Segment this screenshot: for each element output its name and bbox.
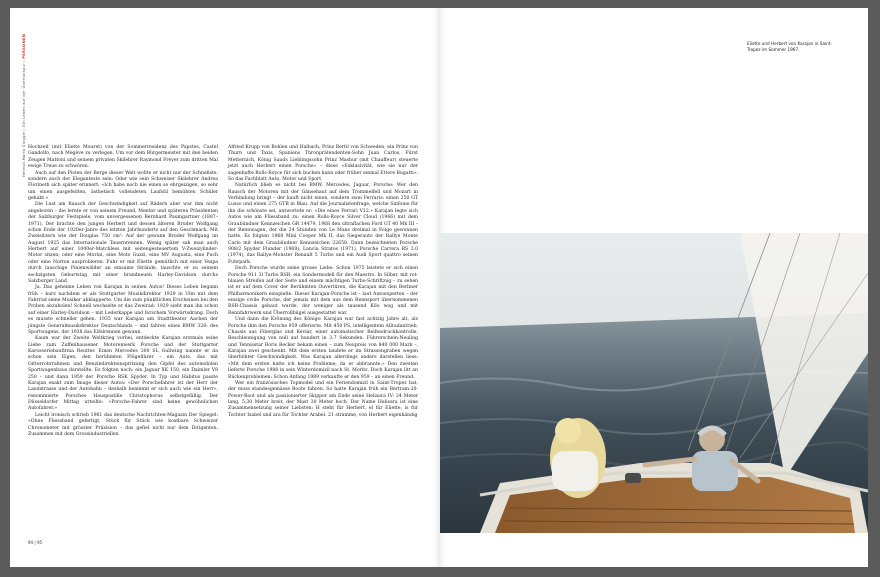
photo-winch: [625, 473, 641, 483]
running-head-section: PERSONEN: [21, 34, 26, 59]
photo-woman-head: [555, 418, 581, 444]
left-page: [10, 8, 440, 567]
paragraph: Ja. Das geheime Leben von Karajan in seinen Autos! Dieses Leben begann früh – kurz nachdem er als Stuttgarter Musikdirektor 1929 in Ulm mit dem Fahrrad seine Musiker abklapperte. Um die zum pünktlichen Erscheinen bei den Proben abzuholen! Schnell wechselte er das Zweirad: 1929 sieht man ihn schon auf einer Harley-Davidson – mit Lederkappe und forschem Vorwärtsdrang. Doch es musste schneller gehen. 1935 war Karajan am Stadttheater Aachen der jüngste Generalmusikdirektor Deutschlands – und fahren eines BMW 328: des Sportwagens, der 1938 das Eifelrennen gewann.: [28, 285, 218, 335]
text-column-2: [228, 145, 418, 419]
paragraph: Wer ein französisches Topmodel und ein Feriendomizil in Saint-Tropez hat, der muss standesgemässe Boote fahren. So hatte Karajan früh ein Bertram-20-Power-Boot und als passionierter Skipper am Ende seine Helisara IV: 24 Meter lang, 5,30 Meter breit, der Mast 30 Meter hoch. Der Name Helisara ist eine Zusammensetzung seiner Liebsten: H steht für Herbert, el für Eliette, is für Tochter Isabel und ara für Tochter Arabel. 21 stramme, von Herbert eigenhändig: [228, 380, 418, 418]
text-column-1: [28, 145, 218, 438]
photo-man-body: [692, 451, 738, 491]
paragraph: Und dann die Krönung des Königs: Karajan war fast achtzig Jahre alt, als Porsche ihm den Porsche 959 offerierte. Mit 450 PS, intelligentem Allradantrieb, Chassis aus Fiberglas und Kevlar, einer automatischer Reifendruckkontrolle, Beschleunigung von null auf hundert in 3,7 Sekunden. Führerschein-Neuling und Tennisstar Boris Becker bekam einen – zum Neupreis von 840 000 Mark –, Karajan zwei geschenkt. Mit dem ersten landete er im Strassengraben wegen überhöhter Geschwindigkeit. Was Karajan allerdings anders darstellen liess: «Mit dem ersten hatte ich keine Probleme, da er abbrannte.» Den zweiten lieferte Porsche 1988 in sein Winterdomizil nach St. Moritz. Doch Karajan litt an Rückenproblemen: Schon Anfang 1989 verkaufte er den 959 – an einen Freund.: [228, 317, 418, 380]
photo-woman-body: [552, 451, 598, 491]
paragraph: Leicht ironisch schrieb 1961 das deutsche Nachrichten-Magazin Der Spiegel: «Ohne Fliessband gefertigt, Stück für Stück wie kostbare Schweizer Chronometer mit grösster Präzision – das gefiel nicht nur dem Dirigenten. Zusammen mit dem Grossindustriellen: [28, 412, 218, 437]
running-head-separator: /: [21, 128, 26, 130]
running-head: [21, 34, 26, 177]
photo-caption: Eliette und Herbert von Karajan in Saint-Tropez im Sommer 1967.: [747, 41, 833, 52]
paragraph: Alfried Krupp von Bohlen und Halbach, Prinz Bertil von Schweden, ein Prinz von Thurn und Taxis, Spaniens Thronprätendenten-Sohn Juan Carlos, Fürst Metternich, König Sauds Lieblingssohn Prinz Mashur (mit Chauffeur) steuerte jetzt auch Herbert einen Porsche» – diese «Exklusivität, wie sie nur der sagenhafte Rolls-Royce für sich buchen kann oder früher einmal Ettore Bugatti». So das Fachblatt Auto, Motor und Sport.: [228, 145, 418, 182]
running-head-author: Helmut-Maria Glogger: [21, 131, 26, 178]
paragraph: Kaum war der Zweite Weltkrieg vorbei, entdeckte Karajan erstmals seine Liebe zum Zuffenhausener Motorenwerk Porsche und der Stuttgarter Karosseriebaufirma Reutter. Einen Mercedes 300 SL Gullwing nannte er da schon sein Eigen, den berühmten Flügeltürer – ein Auto, das mit Gitterrohrrahmen und Benzindirekteinspritzung den Gipfel des automobilen Sportwagenbaus darstellte. Es folgten noch: ein Jaguar XK 150, ein Daimler V8 250 – und dann 1959 der Porsche RSK Spyder. In Typ und Habitus passte Karajan exakt zum Image dieser Autos: «Der Porschefahrer ist der Herr der Landstrasse und der Autobahn – deshalb benimmt er sich auch wie ein Herr», renommierte Porsches Hauspostille Christophorus selbstgefällig. Der Düsseldorfer Mittag urteilte: «Porsche-Fahrer sind keine gewöhnlichen Autofahrer.»: [28, 336, 218, 412]
paragraph: Natürlich blieb es nicht bei BMW, Mercedes, Jaguar, Porsche: Wer den Rausch der Motoren mit der Gänsehaut auf dem Trommelfell und Mozart in Verbindung bringt – der kauft nicht einen, sondern zwei Ferraris: einen 250 GT Lusso und einen 275 GTB in Blau. Auf die Journalistenfrage, welche Sinfonie für ihn die schönste sei, antwortete er: «Die eines Ferrari V12.» Karajan legte sich Autos wie am Fliessband zu: einen Rolls-Royce Silver Cloud (1966) mit dem Graubündner Kennzeichen GR 14479, 1968 den ultraflachen Ford GT 40 Mk III – der Rennwagen, der die 24 Stunden von Le Mans dreimal in Folge gewonnen hatte. Es folgten 1968 Mini Cooper Mk II, das Siegerauto der Rallye Monte Carlo mit dem Graubündner Kennzeichen 22658. Dann bezeichneten Porsche 908/2 Spyder Flunder (1969), Lancia Stratos (1971), Porsche Carrera RS 3.0 (1974), das Rallye-Monster Renault 5 Turbo und ein Audi Sport quattro seinen Fuhrpark.: [228, 183, 418, 265]
running-head-title: Ein Leben auf der Überholspur: [21, 63, 26, 127]
paragraph: Die Lust am Rausch der Geschwindigkeit auf Rädern aber war ihm nicht angeboren – die lernte er von seinem Freund, Mentor und späteren Präsidenten der Salzburger Festspiele, vom unvergessenen Bernhard Paumgartner (1887–1971). Der brachte den jungen Herbert und dessen älteren Bruder Wolfgang schon Ende der 1920er-Jahre des letzten Jahrhunderts auf den Geschmack. Mit Zweisitzern wie der Douglas 750 cm³. Auf der gewann Bruder Wolfgang im August 1925 das Internationale Tauernrennen. Wenig später sah man auch Herbert auf einer 1000er-Matchless mit seitengesteuertem V-Zweizylinder-Motor sitzen; oder eine Morini, eine Moto Guzzi, eine MV Augusta, eine Puch oder eine Norton ausprobieren. Fuhr er mit Eliette gemütlich mit einer Vespa durch lauschige Pinienwälder an einsame Strände, tauschte er zu seinem sechzigsten Geburtstag mit einer brandneuen Harley-Davidson durchs Salzburger Land.: [28, 202, 218, 284]
page-numbers: 94 | 95: [28, 540, 43, 545]
paragraph: Auch auf den Pisten der Berge dieser Welt wollte er nicht nur der Schnellste, sondern auch der Eleganteste sein: Oder wie sein Schweizer Skilehrer Andrea Florineth sich später erinnert: «Ich habe noch nie einen so ehrgeizigen, so sehr um einen ausgefeilten, ästhetisch vollendeten Laufstil bemühten Schüler gehabt.»: [28, 170, 218, 201]
paragraph: Doch Porsche wurde seine grosse Liebe: Schon 1975 leistete er sich einen Porsche 911 3l Turbo RSR, ein Sondermodell für den Maestro. In Silber, mit rot-blauen Streifen auf der Seite und einem mächtigen Turbo-Schriftzug – zu sehen ist er auf dem Cover der Berühmten Ouvertüren, die Karajan mit den Berliner Philharmonikern einspielte. Dieser Karajan-Porsche ist – laut Autoexperten – der einzige civile Porsche, der jemals mit dem aus dem Rennsport übernommenen RSR-Chassis gebaut wurde, der weniger als tausend Kilo wog und mit Rennfahrwerk und Überrollbügel ausgestattet war.: [228, 266, 418, 316]
right-page: [440, 8, 868, 567]
photo: [440, 233, 868, 533]
paragraph: Hochzeit (mit Eliette Mouret) von der Sommerresidenz des Papstes, Castel Gandolfo, nach Megève zu verlegen. Um vor dem Bürgermeister mit den beiden Zeugen Mattoni und seinem privaten Skilehrer Raymond Freyer zum dritten Mal ewige Treue zu schwören.: [28, 145, 218, 170]
running-head-separator-2: /: [21, 60, 26, 62]
